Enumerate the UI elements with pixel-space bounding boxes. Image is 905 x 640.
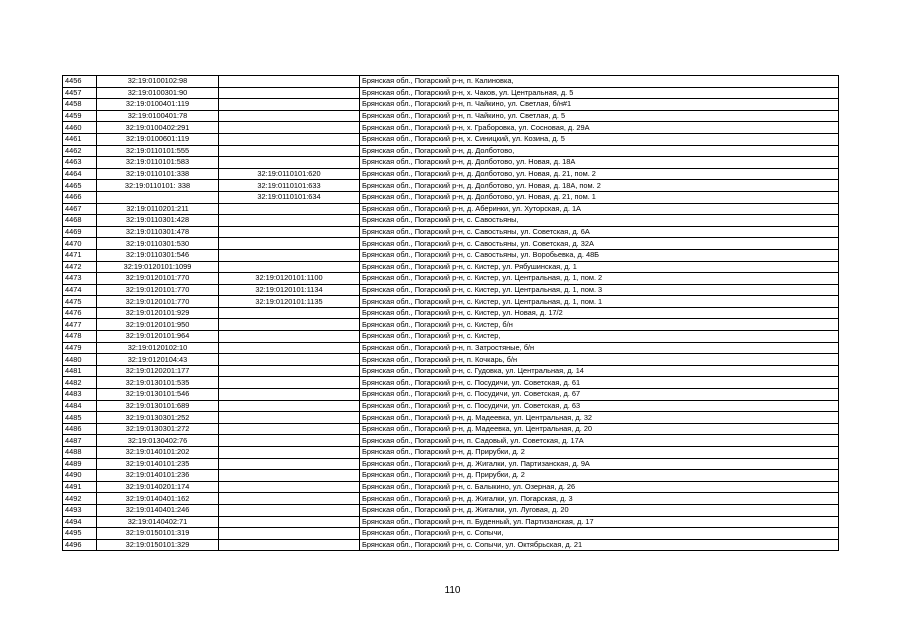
address-cell: Брянская обл., Погарский р-н, п. Калиновка, [360,76,839,88]
table-row [63,539,839,551]
premises-cadastral-number-cell [219,354,360,366]
property-register-table [62,75,839,551]
cadastral-number-cell: 32:19:0110301:478 [97,226,219,238]
cadastral-number-cell: 32:19:0130301:272 [97,423,219,435]
premises-cadastral-number-cell [219,133,360,145]
row-number-cell: 4458 [63,99,97,111]
row-number-cell: 4488 [63,447,97,459]
row-number-cell: 4487 [63,435,97,447]
table-row [63,354,839,366]
row-number-cell: 4492 [63,493,97,505]
table-row [63,447,839,459]
cadastral-number-cell: 32:19:0110301:428 [97,215,219,227]
address-cell: Брянская обл., Погарский р-н, д. Мадеевка, ул. Центральная, д. 32 [360,412,839,424]
table-row [63,377,839,389]
address-cell: Брянская обл., Погарский р-н, п. Чайкино, ул. Светлая, д. 5 [360,110,839,122]
cadastral-number-cell: 32:19:0120101:770 [97,273,219,285]
row-number-cell: 4479 [63,342,97,354]
address-cell: Брянская обл., Погарский р-н, д. Аберинки, ул. Хуторская, д. 1А [360,203,839,215]
premises-cadastral-number-cell [219,470,360,482]
table-row [63,307,839,319]
table-row [63,99,839,111]
table-row [63,528,839,540]
address-cell: Брянская обл., Погарский р-н, с. Посудичи, ул. Советская, д. 63 [360,400,839,412]
table-row [63,133,839,145]
cadastral-number-cell: 32:19:0140101:202 [97,447,219,459]
cadastral-number-cell: 32:19:0100601:119 [97,133,219,145]
cadastral-number-cell: 32:19:0130101:546 [97,389,219,401]
premises-cadastral-number-cell [219,238,360,250]
premises-cadastral-number-cell [219,249,360,261]
premises-cadastral-number-cell [219,342,360,354]
premises-cadastral-number-cell: 32:19:0120101:1135 [219,296,360,308]
premises-cadastral-number-cell [219,226,360,238]
premises-cadastral-number-cell [219,319,360,331]
row-number-cell: 4477 [63,319,97,331]
cadastral-number-cell: 32:19:0100401:119 [97,99,219,111]
premises-cadastral-number-cell [219,307,360,319]
row-number-cell: 4482 [63,377,97,389]
cadastral-number-cell: 32:19:0110201:211 [97,203,219,215]
table-row [63,423,839,435]
cadastral-number-cell: 32:19:0110101: 338 [97,180,219,192]
table-row [63,504,839,516]
cadastral-number-cell: 32:19:0110101:338 [97,168,219,180]
row-number-cell: 4466 [63,191,97,203]
table-row [63,458,839,470]
premises-cadastral-number-cell [219,435,360,447]
row-number-cell: 4467 [63,203,97,215]
row-number-cell: 4494 [63,516,97,528]
table-row [63,481,839,493]
address-cell: Брянская обл., Погарский р-н, с. Савостьяны, ул. Советская, д. 32А [360,238,839,250]
premises-cadastral-number-cell [219,481,360,493]
table-row [63,400,839,412]
address-cell: Брянская обл., Погарский р-н, д. Мадеевка, ул. Центральная, д. 20 [360,423,839,435]
premises-cadastral-number-cell: 32:19:0110101:633 [219,180,360,192]
table-row [63,284,839,296]
premises-cadastral-number-cell [219,539,360,551]
address-cell: Брянская обл., Погарский р-н, д. Долботово, [360,145,839,157]
premises-cadastral-number-cell [219,423,360,435]
cadastral-number-cell: 32:19:0120201:177 [97,365,219,377]
table-row [63,110,839,122]
address-cell: Брянская обл., Погарский р-н, д. Долботово, ул. Новая, д. 18А [360,157,839,169]
premises-cadastral-number-cell [219,203,360,215]
address-cell: Брянская обл., Погарский р-н, с. Савостьяны, ул. Воробьевка, д. 48Б [360,249,839,261]
row-number-cell: 4460 [63,122,97,134]
premises-cadastral-number-cell [219,99,360,111]
address-cell: Брянская обл., Погарский р-н, д. Долботово, ул. Новая, д. 18А, пом. 2 [360,180,839,192]
table-row [63,331,839,343]
address-cell: Брянская обл., Погарский р-н, д. Прирубки, д. 2 [360,470,839,482]
address-cell: Брянская обл., Погарский р-н, п. Затростяные, б/н [360,342,839,354]
premises-cadastral-number-cell [219,157,360,169]
cadastral-number-cell: 32:19:0110101:555 [97,145,219,157]
table-row [63,389,839,401]
table-row [63,319,839,331]
row-number-cell: 4464 [63,168,97,180]
table-row [63,87,839,99]
premises-cadastral-number-cell [219,377,360,389]
address-cell: Брянская обл., Погарский р-н, с. Сопычи, [360,528,839,540]
row-number-cell: 4481 [63,365,97,377]
page-number: 110 [444,585,461,596]
address-cell: Брянская обл., Погарский р-н, д. Прирубки, д. 2 [360,447,839,459]
row-number-cell: 4457 [63,87,97,99]
row-number-cell: 4463 [63,157,97,169]
premises-cadastral-number-cell [219,504,360,516]
row-number-cell: 4489 [63,458,97,470]
table-row [63,516,839,528]
address-cell: Брянская обл., Погарский р-н, д. Жигалки, ул. Погарская, д. 3 [360,493,839,505]
address-cell: Брянская обл., Погарский р-н, с. Балыкино, ул. Озерная, д. 26 [360,481,839,493]
table-row [63,493,839,505]
row-number-cell: 4485 [63,412,97,424]
premises-cadastral-number-cell [219,412,360,424]
address-cell: Брянская обл., Погарский р-н, с. Кистер, ул. Центральная, д. 1, пом. 1 [360,296,839,308]
address-cell: Брянская обл., Погарский р-н, с. Кистер, ул. Центральная, д. 1, пом. 3 [360,284,839,296]
cadastral-number-cell: 32:19:0120101:964 [97,331,219,343]
address-cell: Брянская обл., Погарский р-н, с. Гудовка, ул. Центральная, д. 14 [360,365,839,377]
table-row [63,180,839,192]
row-number-cell: 4480 [63,354,97,366]
premises-cadastral-number-cell: 32:19:0110101:620 [219,168,360,180]
address-cell: Брянская обл., Погарский р-н, с. Посудичи, ул. Советская, д. 61 [360,377,839,389]
table-row [63,261,839,273]
cadastral-number-cell: 32:19:0120101:770 [97,296,219,308]
cadastral-number-cell: 32:19:0130101:689 [97,400,219,412]
row-number-cell: 4483 [63,389,97,401]
cadastral-number-cell: 32:19:0140402:71 [97,516,219,528]
row-number-cell: 4490 [63,470,97,482]
table-row [63,342,839,354]
cadastral-number-cell: 32:19:0100402:291 [97,122,219,134]
row-number-cell: 4465 [63,180,97,192]
premises-cadastral-number-cell [219,215,360,227]
cadastral-number-cell: 32:19:0120102:10 [97,342,219,354]
cadastral-number-cell: 32:19:0110301:546 [97,249,219,261]
address-cell: Брянская обл., Погарский р-н, с. Кистер, ул. Рябушинская, д. 1 [360,261,839,273]
premises-cadastral-number-cell [219,365,360,377]
cadastral-number-cell: 32:19:0120104:43 [97,354,219,366]
row-number-cell: 4470 [63,238,97,250]
cadastral-number-cell: 32:19:0120101:929 [97,307,219,319]
row-number-cell: 4459 [63,110,97,122]
row-number-cell: 4468 [63,215,97,227]
address-cell: Брянская обл., Погарский р-н, с. Кистер, ул. Центральная, д. 1, пом. 2 [360,273,839,285]
address-cell: Брянская обл., Погарский р-н, п. Чайкино, ул. Светлая, б/н#1 [360,99,839,111]
cadastral-number-cell: 32:19:0100102:98 [97,76,219,88]
table-row [63,191,839,203]
address-cell: Брянская обл., Погарский р-н, п. Садовый, ул. Советская, д. 17А [360,435,839,447]
address-cell: Брянская обл., Погарский р-н, с. Посудичи, ул. Советская, д. 67 [360,389,839,401]
address-cell: Брянская обл., Погарский р-н, х. Граборовка, ул. Сосновая, д. 29А [360,122,839,134]
cadastral-number-cell: 32:19:0120101:950 [97,319,219,331]
cadastral-number-cell: 32:19:0130301:252 [97,412,219,424]
table-row [63,249,839,261]
cadastral-number-cell: 32:19:0130402:76 [97,435,219,447]
table-row [63,435,839,447]
address-cell: Брянская обл., Погарский р-н, с. Савостьяны, ул. Советская, д. 6А [360,226,839,238]
table-row [63,365,839,377]
row-number-cell: 4472 [63,261,97,273]
row-number-cell: 4486 [63,423,97,435]
premises-cadastral-number-cell: 32:19:0110101:634 [219,191,360,203]
row-number-cell: 4473 [63,273,97,285]
table-row [63,122,839,134]
cadastral-number-cell: 32:19:0130101:535 [97,377,219,389]
premises-cadastral-number-cell [219,87,360,99]
premises-cadastral-number-cell [219,122,360,134]
premises-cadastral-number-cell: 32:19:0120101:1100 [219,273,360,285]
cadastral-number-cell: 32:19:0150101:329 [97,539,219,551]
cadastral-number-cell: 32:19:0110101:583 [97,157,219,169]
address-cell: Брянская обл., Погарский р-н, с. Савостьяны, [360,215,839,227]
premises-cadastral-number-cell [219,389,360,401]
cadastral-number-cell: 32:19:0140101:235 [97,458,219,470]
premises-cadastral-number-cell [219,447,360,459]
premises-cadastral-number-cell [219,400,360,412]
cadastral-number-cell [97,191,219,203]
address-cell: Брянская обл., Погарский р-н, п. Кочкарь, б/н [360,354,839,366]
premises-cadastral-number-cell [219,145,360,157]
row-number-cell: 4471 [63,249,97,261]
cadastral-number-cell: 32:19:0110301:530 [97,238,219,250]
table-row [63,226,839,238]
row-number-cell: 4474 [63,284,97,296]
premises-cadastral-number-cell [219,458,360,470]
premises-cadastral-number-cell [219,261,360,273]
cadastral-number-cell: 32:19:0120101:1099 [97,261,219,273]
table-body [63,76,839,551]
premises-cadastral-number-cell [219,331,360,343]
table-row [63,296,839,308]
address-cell: Брянская обл., Погарский р-н, д. Жигалки, ул. Луговая, д. 20 [360,504,839,516]
cadastral-number-cell: 32:19:0140401:162 [97,493,219,505]
row-number-cell: 4461 [63,133,97,145]
address-cell: Брянская обл., Погарский р-н, д. Долботово, ул. Новая, д. 21, пом. 1 [360,191,839,203]
row-number-cell: 4456 [63,76,97,88]
table-row [63,157,839,169]
address-cell: Брянская обл., Погарский р-н, с. Сопычи, ул. Октябрьская, д. 21 [360,539,839,551]
cadastral-number-cell: 32:19:0120101:770 [97,284,219,296]
cadastral-number-cell: 32:19:0140201:174 [97,481,219,493]
cadastral-number-cell: 32:19:0100301:90 [97,87,219,99]
table-row [63,238,839,250]
cadastral-number-cell: 32:19:0100401:78 [97,110,219,122]
address-cell: Брянская обл., Погарский р-н, с. Кистер, [360,331,839,343]
address-cell: Брянская обл., Погарский р-н, д. Долботово, ул. Новая, д. 21, пом. 2 [360,168,839,180]
premises-cadastral-number-cell [219,76,360,88]
premises-cadastral-number-cell: 32:19:0120101:1134 [219,284,360,296]
cadastral-number-cell: 32:19:0140401:246 [97,504,219,516]
premises-cadastral-number-cell [219,110,360,122]
row-number-cell: 4469 [63,226,97,238]
table-row [63,215,839,227]
premises-cadastral-number-cell [219,528,360,540]
table-row [63,203,839,215]
address-cell: Брянская обл., Погарский р-н, п. Буденный, ул. Партизанская, д. 17 [360,516,839,528]
table-row [63,412,839,424]
row-number-cell: 4495 [63,528,97,540]
row-number-cell: 4478 [63,331,97,343]
row-number-cell: 4476 [63,307,97,319]
address-cell: Брянская обл., Погарский р-н, с. Кистер, б/н [360,319,839,331]
row-number-cell: 4493 [63,504,97,516]
table-row [63,76,839,88]
address-cell: Брянская обл., Погарский р-н, х. Синицкий, ул. Козина, д. 5 [360,133,839,145]
cadastral-number-cell: 32:19:0140101:236 [97,470,219,482]
row-number-cell: 4496 [63,539,97,551]
row-number-cell: 4484 [63,400,97,412]
address-cell: Брянская обл., Погарский р-н, х. Чаков, ул. Центральная, д. 5 [360,87,839,99]
table-row [63,470,839,482]
address-cell: Брянская обл., Погарский р-н, д. Жигалки, ул. Партизанская, д. 9А [360,458,839,470]
row-number-cell: 4462 [63,145,97,157]
table-row [63,273,839,285]
row-number-cell: 4475 [63,296,97,308]
premises-cadastral-number-cell [219,516,360,528]
table-row [63,145,839,157]
cadastral-number-cell: 32:19:0150101:319 [97,528,219,540]
table-row [63,168,839,180]
address-cell: Брянская обл., Погарский р-н, с. Кистер, ул. Новая, д. 17/2 [360,307,839,319]
premises-cadastral-number-cell [219,493,360,505]
row-number-cell: 4491 [63,481,97,493]
